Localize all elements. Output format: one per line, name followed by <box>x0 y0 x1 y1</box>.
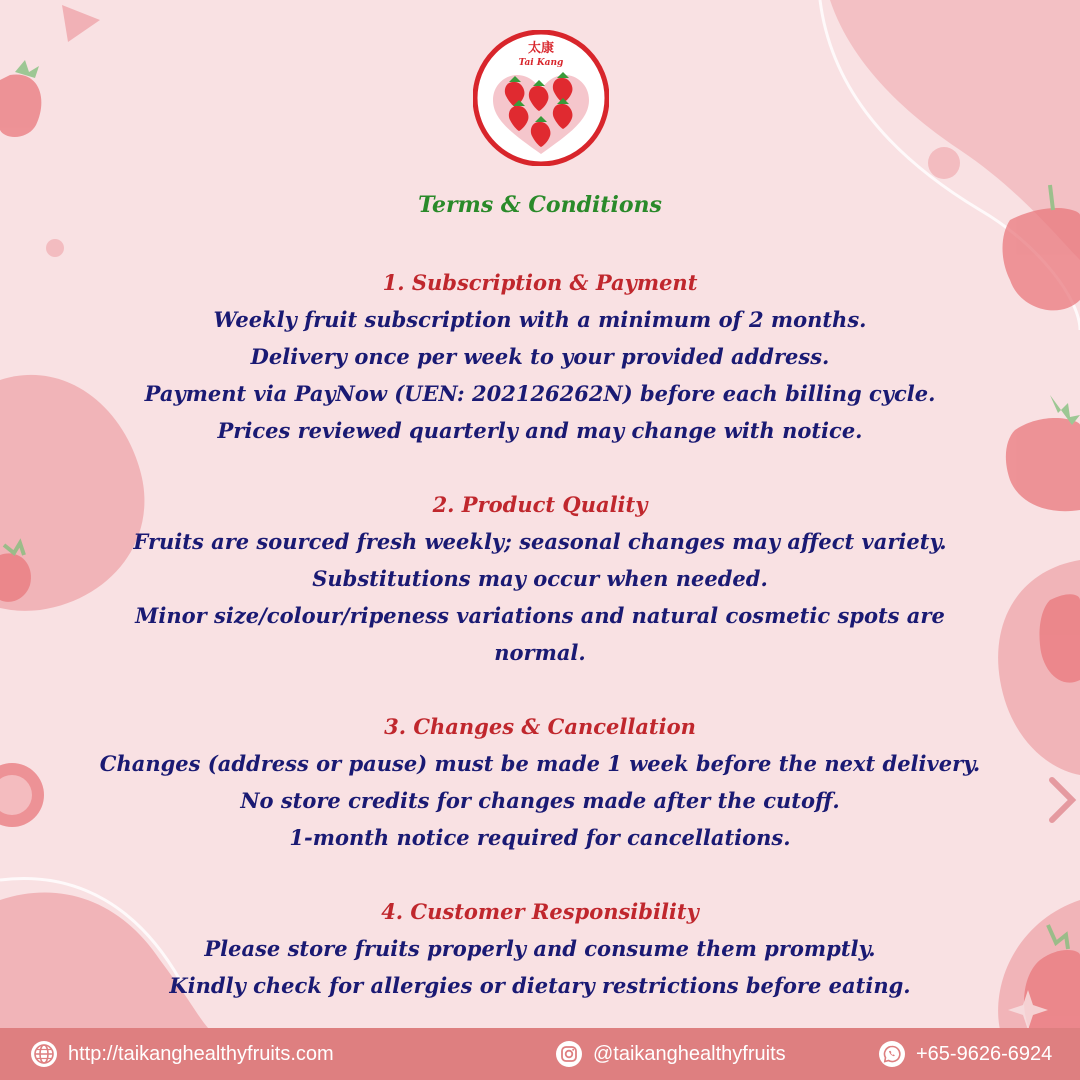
section-heading: 1. Subscription & Payment <box>382 270 698 295</box>
page-title: Terms & Conditions <box>418 192 662 218</box>
section-product-quality <box>40 486 1040 671</box>
section-line: Changes (address or pause) must be made 1 week before the next delivery. <box>99 751 981 776</box>
section-heading: 4. Customer Responsibility <box>381 899 699 924</box>
section-line: Payment via PayNow (UEN: 202126262N) before each billing cycle. <box>144 381 936 406</box>
section-customer-responsibility <box>40 893 1040 1004</box>
instagram-icon <box>555 1040 583 1068</box>
section-changes-cancellation <box>40 708 1040 856</box>
logo-chinese-text: 太康 <box>527 41 555 56</box>
globe-icon <box>30 1040 58 1068</box>
section-line: 1-month notice required for cancellations. <box>289 825 791 850</box>
footer-bar <box>0 1028 1080 1080</box>
section-line: Weekly fruit subscription with a minimum of 2 months. <box>213 307 867 332</box>
tai-kang-logo <box>473 30 609 166</box>
section-line: Substitutions may occur when needed. <box>312 566 768 591</box>
section-line: Kindly check for allergies or dietary restrictions before eating. <box>169 973 911 998</box>
section-line: Please store fruits properly and consume them promptly. <box>204 936 876 961</box>
section-line: Delivery once per week to your provided address. <box>250 344 830 369</box>
section-line: Fruits are sourced fresh weekly; seasonal changes may affect variety. <box>133 529 947 554</box>
website-text: http://taikanghealthyfruits.com <box>68 1042 334 1065</box>
whatsapp-icon <box>878 1040 906 1068</box>
section-subscription-payment <box>40 264 1040 449</box>
website-link[interactable] <box>30 1040 334 1068</box>
section-line: Minor size/colour/ripeness variations and natural cosmetic spots are <box>135 603 945 628</box>
logo-english-text: Tai Kang <box>518 58 564 68</box>
section-line: normal. <box>494 640 586 665</box>
section-line: No store credits for changes made after the cutoff. <box>240 788 840 813</box>
section-heading: 3. Changes & Cancellation <box>384 714 696 739</box>
whatsapp-text: +65-9626-6924 <box>916 1042 1053 1065</box>
section-heading: 2. Product Quality <box>432 492 648 517</box>
section-line: Prices reviewed quarterly and may change with notice. <box>217 418 863 443</box>
instagram-link[interactable] <box>555 1040 786 1068</box>
instagram-text: @taikanghealthyfruits <box>593 1042 786 1065</box>
whatsapp-link[interactable] <box>878 1040 1052 1068</box>
